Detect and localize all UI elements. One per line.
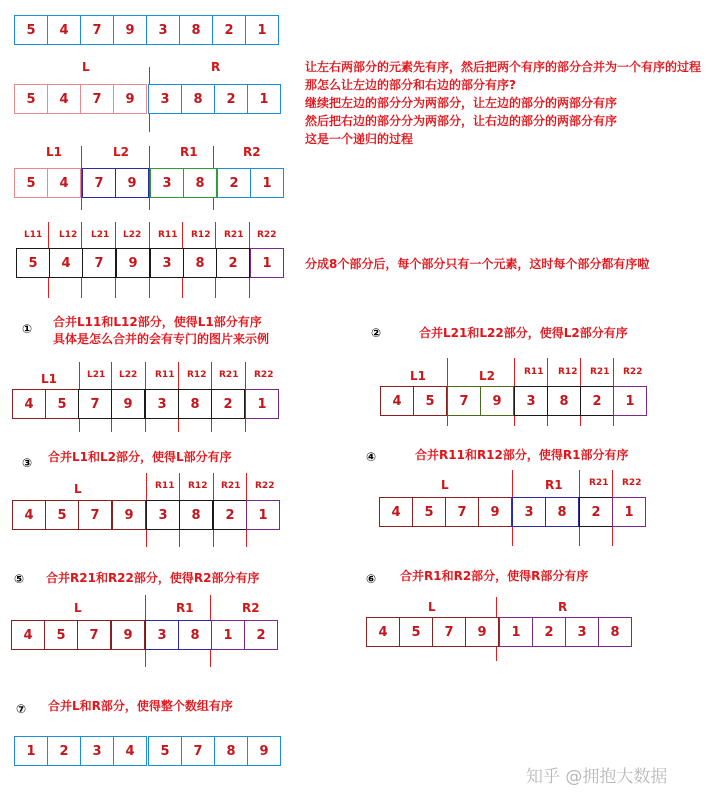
array-cell: 2: [579, 497, 613, 527]
step-number: ②: [371, 326, 382, 340]
part-label: L2: [479, 369, 495, 383]
array-cell: 4: [379, 497, 413, 527]
part-label: L21: [91, 230, 110, 240]
part-label: R1: [176, 601, 194, 615]
array-cell: 9: [112, 500, 146, 530]
array-cell: 4: [47, 168, 81, 198]
part-label: R22: [623, 367, 643, 377]
array-cell: 9: [113, 15, 147, 45]
array-cell: 5: [412, 497, 446, 527]
array-cell: 4: [11, 620, 45, 650]
part-label: R12: [187, 370, 207, 380]
step-caption: 合并R11和R12部分，使得R1部分有序: [415, 448, 629, 462]
array-cell: 1: [211, 620, 245, 650]
array-cell: 8: [178, 620, 212, 650]
step-caption: 合并L和R部分，使得整个数组有序: [48, 699, 233, 713]
array-cell: 3: [150, 248, 184, 278]
array-cell: 2: [532, 617, 566, 647]
array-cell: 8: [183, 248, 217, 278]
part-label: R1: [545, 478, 563, 492]
array-cell: 5: [399, 617, 433, 647]
part-label: L12: [59, 230, 78, 240]
array-cell: 8: [183, 168, 217, 198]
part-label: R22: [257, 230, 277, 240]
array-cell: 8: [547, 386, 581, 416]
array-cell: 7: [445, 497, 479, 527]
array-cell: 5: [45, 500, 79, 530]
array-cell: 4: [366, 617, 400, 647]
part-label: L: [74, 601, 82, 615]
part-label: R21: [219, 370, 239, 380]
array-cell: 2: [47, 736, 81, 766]
array-cell: 4: [12, 500, 46, 530]
part-label: L: [82, 60, 90, 74]
array-cell: 3: [145, 389, 179, 419]
array-cell: 1: [250, 168, 284, 198]
array-cell: 7: [447, 386, 481, 416]
part-label: L1: [46, 145, 62, 159]
eight-parts-note: 分成8个部分后，每个部分只有一个元素，这时每个部分都有序啦: [305, 257, 650, 271]
array-cell: 2: [211, 389, 245, 419]
array-cell: 1: [612, 497, 646, 527]
part-label: R21: [590, 367, 610, 377]
array-cell: 5: [14, 15, 48, 45]
array-cell: 3: [148, 84, 182, 114]
part-label: R21: [224, 230, 244, 240]
array-cell: 8: [214, 736, 248, 766]
array-cell: 7: [432, 617, 466, 647]
step-number: ①: [22, 322, 33, 336]
part-label: R12: [188, 481, 208, 491]
part-label: L: [74, 482, 82, 496]
part-label: R11: [155, 481, 175, 491]
array-cell: 4: [113, 736, 147, 766]
array-cell: 9: [480, 386, 514, 416]
part-label: R2: [243, 145, 261, 159]
explanation-line: 继续把左边的部分分为两部分，让左边的部分的两部分有序: [305, 96, 618, 110]
part-label: R22: [254, 370, 274, 380]
array-cell: 9: [116, 248, 150, 278]
array-cell: 7: [80, 84, 114, 114]
array-cell: 3: [514, 386, 548, 416]
array-cell: 7: [181, 736, 215, 766]
array-cell: 9: [465, 617, 499, 647]
part-label: L: [441, 478, 449, 492]
array-cell: 1: [247, 84, 281, 114]
part-label: R11: [155, 370, 175, 380]
array-cell: 8: [179, 15, 213, 45]
array-cell: 9: [478, 497, 512, 527]
part-label: L22: [123, 230, 142, 240]
array-cell: 1: [245, 389, 279, 419]
part-label: R1: [180, 145, 198, 159]
array-cell: 8: [598, 617, 632, 647]
part-label: R: [558, 600, 568, 614]
array-cell: 9: [111, 389, 145, 419]
part-label: R11: [524, 367, 544, 377]
array-cell: 8: [181, 84, 215, 114]
part-label: L11: [24, 230, 43, 240]
part-label: R: [211, 60, 221, 74]
step-number: ③: [22, 456, 33, 470]
array-cell: 3: [512, 497, 546, 527]
array-cell: 9: [115, 168, 149, 198]
array-cell: 7: [80, 15, 114, 45]
array-cell: 7: [78, 500, 112, 530]
array-cell: 1: [246, 500, 280, 530]
array-cell: 3: [146, 500, 180, 530]
part-label: L: [428, 600, 436, 614]
watermark: 知乎 @拥抱大数据: [526, 767, 668, 787]
explanation-line: 那怎么让左边的部分和右边的部分有序?: [305, 78, 516, 92]
array-cell: 1: [245, 15, 279, 45]
step-caption: 合并L1和L2部分，使得L部分有序: [48, 450, 232, 464]
step-caption: 合并R21和R22部分，使得R2部分有序: [46, 571, 260, 585]
part-label: R12: [191, 230, 211, 240]
step-caption: 合并R1和R2部分，使得R部分有序: [400, 569, 589, 583]
step-number: ⑥: [366, 572, 377, 586]
array-cell: 2: [212, 15, 246, 45]
part-label: R22: [255, 481, 275, 491]
array-cell: 5: [16, 248, 50, 278]
part-label: L22: [119, 370, 138, 380]
array-cell: 1: [499, 617, 533, 647]
step-number: ⑦: [16, 702, 27, 716]
part-label: R21: [221, 481, 241, 491]
array-cell: 4: [47, 15, 81, 45]
array-cell: 9: [113, 84, 147, 114]
part-label: L2: [113, 145, 129, 159]
part-label: R11: [158, 230, 178, 240]
array-cell: 5: [413, 386, 447, 416]
explanation-line: 然后把右边的部分分为两部分，让右边的部分的两部分有序: [305, 114, 618, 128]
step-number: ④: [366, 450, 377, 464]
array-cell: 8: [178, 389, 212, 419]
array-cell: 3: [150, 168, 184, 198]
array-cell: 5: [44, 620, 78, 650]
part-label: R12: [558, 367, 578, 377]
array-cell: 7: [82, 168, 116, 198]
array-cell: 1: [14, 736, 48, 766]
array-cell: 5: [45, 389, 79, 419]
array-cell: 5: [14, 168, 48, 198]
part-label: L1: [41, 372, 57, 386]
array-cell: 2: [580, 386, 614, 416]
array-cell: 9: [247, 736, 281, 766]
array-cell: 1: [613, 386, 647, 416]
array-cell: 5: [14, 84, 48, 114]
array-cell: 3: [565, 617, 599, 647]
step-caption: 合并L21和L22部分，使得L2部分有序: [419, 326, 628, 340]
array-cell: 7: [77, 620, 111, 650]
part-label: R21: [589, 478, 609, 488]
array-cell: 7: [78, 389, 112, 419]
array-cell: 3: [145, 620, 179, 650]
array-cell: 2: [244, 620, 278, 650]
array-cell: 2: [217, 168, 251, 198]
array-cell: 7: [82, 248, 116, 278]
part-label: L21: [87, 370, 106, 380]
array-cell: 1: [250, 248, 284, 278]
array-cell: 4: [380, 386, 414, 416]
array-cell: 3: [146, 15, 180, 45]
explanation-line: 让左右两部分的元素先有序，然后把两个有序的部分合并为一个有序的过程: [305, 60, 702, 74]
array-cell: 8: [179, 500, 213, 530]
explanation-line: 这是一个递归的过程: [305, 132, 414, 146]
step-caption: 合并L11和L12部分，使得L1部分有序: [53, 315, 262, 329]
array-cell: 4: [12, 389, 46, 419]
array-cell: 2: [213, 500, 247, 530]
array-cell: 2: [214, 84, 248, 114]
step-caption: 具体是怎么合并的会有专门的图片来示例: [53, 332, 270, 346]
part-label: R2: [242, 601, 260, 615]
array-cell: 5: [148, 736, 182, 766]
part-label: R22: [622, 478, 642, 488]
step-number: ⑤: [14, 572, 25, 586]
array-cell: 3: [80, 736, 114, 766]
array-cell: 4: [47, 84, 81, 114]
part-label: L1: [410, 369, 426, 383]
array-cell: 9: [111, 620, 145, 650]
array-cell: 8: [545, 497, 579, 527]
array-cell: 4: [49, 248, 83, 278]
array-cell: 2: [216, 248, 250, 278]
